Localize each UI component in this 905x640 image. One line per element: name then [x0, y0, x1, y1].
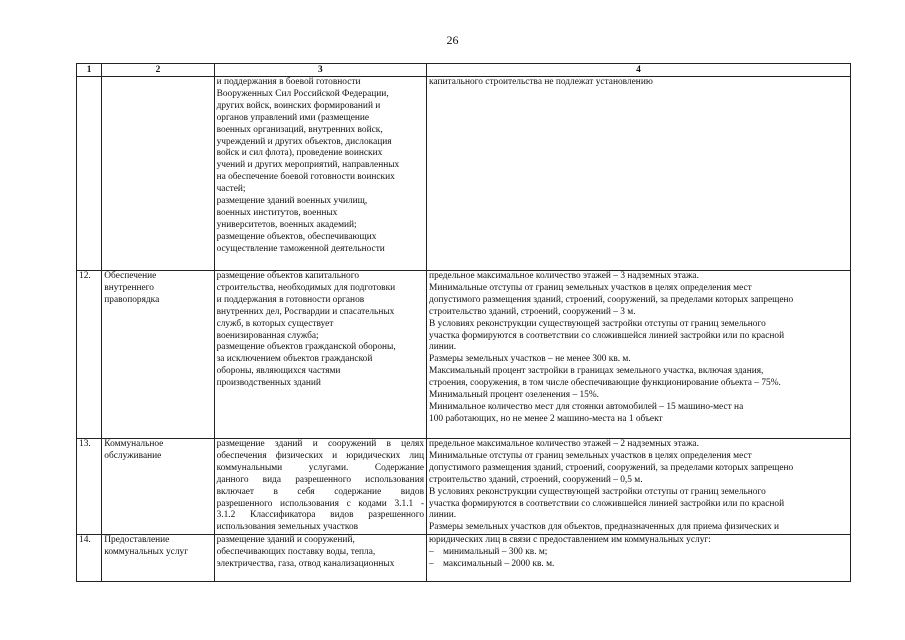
text-line: разрешенного использования с кодами 3.1.1 -: [216, 498, 425, 509]
text-line: линии.: [429, 510, 457, 521]
dash-item-text: минимальный – 300 кв. м;: [443, 547, 548, 558]
text-line: размещение объектов гражданской обороны,: [216, 342, 396, 353]
text-line: учений и других мероприятий, направленных: [216, 160, 400, 171]
text-line: размещение зданий и сооружений,: [216, 535, 355, 546]
text-line: внутренних дел, Росгвардии и спасательных: [216, 306, 395, 317]
text-line: 3.1.2 Классификатора видов разрешенного: [216, 510, 425, 521]
text-line: учреждений и других объектов, дислокация: [216, 136, 392, 147]
use-description: [214, 271, 426, 439]
text-line: участка формируются в соответствии со сложившейся линией застройки или по красной: [429, 330, 785, 341]
text-line: строительство зданий, строений, сооружений – 3 м.: [429, 306, 636, 317]
use-description: [214, 77, 426, 271]
text-line: и поддержания в боевой готовности: [216, 77, 361, 87]
text-line: строения, сооружения, в том числе обеспечивающие функционирование объекта – 75%.: [429, 378, 781, 389]
text-line: допустимого размещения зданий, строений, сооружений, за пределами которых запрещено: [429, 462, 794, 473]
text-line: Обеспечение: [104, 271, 157, 281]
text-line: Максимальный процент застройки в границах земельного участка, включая здания,: [429, 366, 764, 377]
use-parameters: [427, 77, 851, 271]
use-description: [214, 535, 426, 582]
text-line: частей;: [216, 184, 246, 195]
text-line: войск и сил флота), проведение воинских: [216, 148, 383, 159]
table-header-row: [77, 64, 851, 77]
text-line: Предоставление: [104, 535, 170, 546]
dash-item-text: максимальный – 2000 кв. м.: [443, 559, 555, 570]
text-line: обеспечения физических и юридических лиц: [216, 450, 425, 461]
text-line: размещение объектов, обеспечивающих: [216, 231, 377, 242]
use-parameters: [427, 271, 851, 439]
text-line: В условиях реконструкции существующей застройки отступы от границ земельного: [429, 486, 766, 497]
text-line: осуществление таможенной деятельности: [216, 243, 385, 254]
use-parameters: [427, 439, 851, 535]
text-line: производственных зданий: [216, 378, 321, 389]
text-line: Минимальные отступы от границ земельных участков в целях определения мест: [429, 450, 752, 461]
header-col-1: 1: [77, 64, 102, 77]
text-line: строительства, необходимых для подготовки: [216, 282, 396, 293]
text-line: Вооруженных Сил Российской Федерации,: [216, 88, 389, 99]
text-line: участка формируются в соответствии со сложившейся линией застройки или по красной: [429, 498, 785, 509]
text-line: внутреннего: [104, 282, 154, 293]
text-line: служб, в которых существует: [216, 318, 334, 329]
row-number: [77, 77, 102, 271]
row-number: 13.: [77, 439, 102, 535]
text-line: обслуживание: [104, 450, 162, 461]
text-line: 100 работающих, но не менее 2 машино-места на 1 объект: [429, 413, 663, 424]
text-line: органов управлений ими (размещение: [216, 112, 370, 123]
text-line: Минимальные отступы от границ земельных участков в целях определения мест: [429, 282, 752, 293]
text-line: и поддержания в готовности органов: [216, 294, 365, 305]
header-col-2: 2: [102, 64, 214, 77]
text-line: Размеры земельных участков для объектов, предназначенных для приема физических и: [429, 522, 780, 533]
use-parameters: [427, 535, 851, 582]
text-line: В условиях реконструкции существующей застройки отступы от границ земельного: [429, 318, 766, 329]
use-name: [102, 439, 214, 535]
text-line: военизированная служба;: [216, 330, 319, 341]
regulations-table: [76, 63, 851, 582]
page-number: 26: [446, 33, 459, 47]
text-line: обороны, являющихся частями: [216, 366, 341, 377]
text-line: предельное максимальное количество этажей – 2 надземных этажа.: [429, 439, 699, 449]
row-number: 14.: [77, 535, 102, 582]
header-col-4: 4: [427, 64, 851, 77]
text-line: капитального строительства не подлежат установлению: [429, 77, 653, 87]
text-line: за исключением объектов гражданской: [216, 354, 373, 365]
text-line: других войск, воинских формирований и: [216, 100, 381, 111]
text-line: военных организаций, внутренних войск,: [216, 124, 383, 135]
text-line: допустимого размещения зданий, строений, сооружений, за пределами которых запрещено: [429, 294, 794, 305]
col4-line: юридических лиц в связи с предоставлением им коммунальных услуг:: [429, 535, 711, 546]
text-line: данного вида разрешенного использования: [216, 474, 425, 485]
text-line: размещение зданий и сооружений в целях: [216, 439, 425, 449]
text-line: обеспечивающих поставку воды, тепла,: [216, 547, 376, 558]
text-line: размещение зданий военных училищ,: [216, 196, 368, 207]
dash-marker: –: [429, 559, 434, 570]
table-row: [77, 271, 851, 439]
table-row: [77, 535, 851, 582]
text-line: Минимальное количество мест для стоянки автомобилей – 15 машино-мест на: [429, 401, 744, 412]
text-line: строительство зданий, строений, сооружений – 0,5 м.: [429, 474, 643, 485]
text-line: Размеры земельных участков – не менее 300 кв. м.: [429, 354, 631, 365]
text-line: использования земельных участков: [216, 522, 359, 533]
text-line: на обеспечение боевой готовности воинских: [216, 172, 395, 183]
text-line: включает в себя содержание видов: [216, 486, 425, 497]
use-name: [102, 77, 214, 271]
row-number: 12.: [77, 271, 102, 439]
text-line: размещение объектов капитального: [216, 271, 360, 281]
text-line: коммунальными услугами. Содержание: [216, 462, 425, 473]
text-line: университетов, военных академий;: [216, 219, 357, 230]
text-line: Минимальный процент озеленения – 15%.: [429, 390, 600, 401]
table-row: [77, 77, 851, 271]
text-line: коммунальных услуг: [104, 547, 189, 558]
use-name: [102, 535, 214, 582]
dash-list-item: [429, 559, 848, 571]
text-line: правопорядка: [104, 294, 160, 305]
dash-marker: –: [429, 547, 434, 558]
use-description: [214, 439, 426, 535]
use-name: [102, 271, 214, 439]
text-line: линии.: [429, 342, 457, 353]
text-line: электричества, газа, отвод канализационных: [216, 559, 395, 570]
text-line: Коммунальное: [104, 439, 164, 449]
text-line: военных институтов, военных: [216, 207, 338, 218]
table-row: [77, 439, 851, 535]
text-line: предельное максимальное количество этажей – 3 надземных этажа.: [429, 271, 699, 281]
header-col-3: 3: [214, 64, 426, 77]
dash-list-item: [429, 547, 848, 559]
